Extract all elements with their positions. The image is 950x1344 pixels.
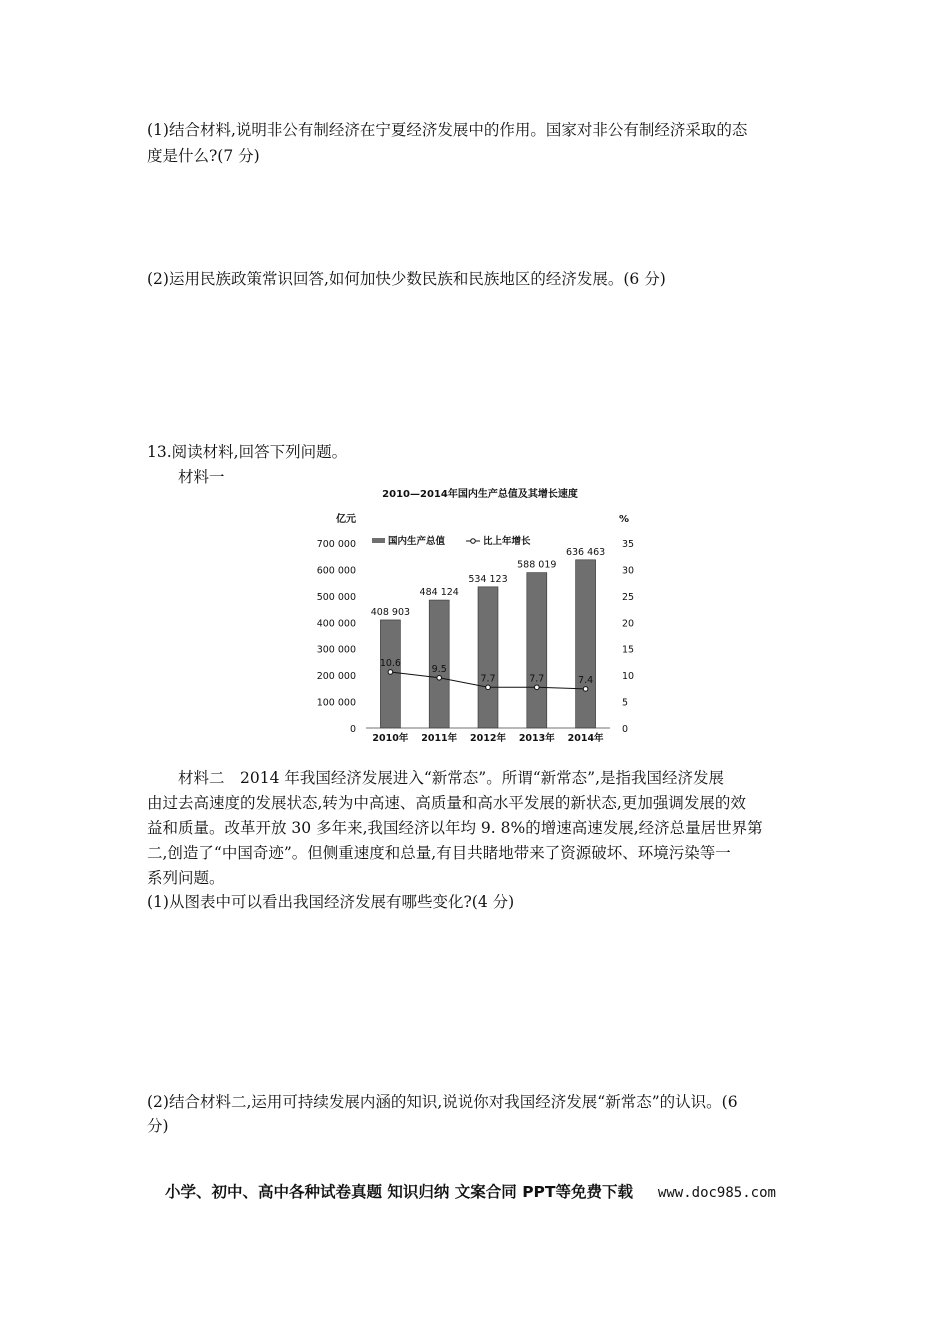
- growth-label: 10.6: [379, 657, 401, 669]
- gdp-bar: [527, 573, 547, 728]
- material2-line: 系列问题。: [147, 869, 225, 887]
- right-tick-label: 15: [622, 644, 635, 656]
- growth-point: [535, 685, 540, 690]
- left-tick-label: 700 000: [316, 539, 356, 550]
- x-tick-label: 2014年: [567, 733, 604, 744]
- material2: [147, 766, 807, 891]
- material1-label: 材料一: [178, 468, 225, 486]
- legend-bar-swatch: [372, 538, 385, 543]
- legend-bar-label: 国内生产总值: [388, 536, 446, 547]
- left-axis-unit: 亿元: [336, 514, 356, 525]
- right-tick-label: 5: [622, 697, 629, 709]
- chart-title: 2010—2014年国内生产总值及其增长速度: [382, 489, 578, 500]
- x-tick-label: 2011年: [421, 733, 458, 744]
- growth-point: [486, 685, 491, 690]
- q13-title: 13.阅读材料,回答下列问题。: [147, 443, 348, 461]
- growth-point: [437, 675, 442, 680]
- gdp-bar: [576, 560, 596, 728]
- gdp-bar-label: 534 123: [468, 573, 508, 585]
- right-tick-label: 10: [622, 671, 635, 683]
- growth-label: 7.7: [529, 673, 545, 685]
- q12-part2: (2)运用民族政策常识回答,如何加快少数民族和民族地区的经济发展。(6 分): [147, 270, 666, 288]
- gdp-bar-label: 484 124: [419, 587, 459, 599]
- material2-line: 益和质量。改革开放 30 多年来,我国经济以年均 9. 8%的增速高速发展,经济总量居世界第: [147, 819, 763, 837]
- gdp-bar: [478, 587, 498, 728]
- gdp-bar-label: 588 019: [517, 559, 557, 571]
- material2-line: 二,创造了“中国奇迹”。但侧重速度和总量,有目共睹地带来了资源破坏、环境污染等一: [147, 844, 731, 862]
- growth-point: [583, 687, 588, 692]
- right-tick-label: 35: [622, 539, 635, 550]
- left-tick-label: 100 000: [316, 697, 356, 709]
- q13-part1: (1)从图表中可以看出我国经济发展有哪些变化?(4 分): [147, 893, 515, 911]
- growth-label: 9.5: [431, 663, 447, 675]
- right-tick-label: 25: [622, 591, 635, 603]
- material2-line: 由过去高速度的发展状态,转为中高速、高质量和高水平发展的新状态,更加强调发展的效: [147, 794, 746, 812]
- q13-part2-line1: (2)结合材料二,运用可持续发展内涵的知识,说说你对我国经济发展“新常态”的认识。(6: [147, 1093, 738, 1111]
- legend-line-marker: [471, 539, 476, 544]
- left-tick-label: 300 000: [316, 644, 356, 656]
- x-tick-label: 2012年: [470, 733, 506, 744]
- q13-part2-line2: 分): [147, 1117, 169, 1135]
- material2-line: 材料二 2014 年我国经济发展进入“新常态”。所谓“新常态”,是指我国经济发展: [178, 769, 724, 787]
- left-tick-label: 600 000: [316, 565, 356, 577]
- right-tick-label: 0: [622, 724, 629, 735]
- left-tick-label: 200 000: [316, 671, 356, 683]
- x-tick-label: 2013年: [518, 733, 555, 744]
- gdp-chart: [300, 480, 660, 750]
- x-tick-label: 2010年: [372, 733, 409, 744]
- q12-part1-line2: 度是什么?(7 分): [147, 147, 260, 165]
- footer: [165, 1180, 776, 1202]
- footer-text: 小学、初中、高中各种试卷真题 知识归纳 文案合同 PPT等免费下载: [165, 1183, 633, 1201]
- legend-line-label: 比上年增长: [483, 536, 531, 547]
- gdp-bar-label: 636 463: [565, 546, 606, 558]
- growth-label: 7.4: [578, 674, 594, 686]
- growth-label: 7.7: [480, 673, 496, 685]
- gdp-bar-label: 408 903: [370, 606, 411, 618]
- right-tick-label: 30: [622, 565, 635, 577]
- growth-point: [388, 670, 393, 675]
- right-axis-unit: %: [619, 514, 630, 525]
- q12-part1-line1: (1)结合材料,说明非公有制经济在宁夏经济发展中的作用。国家对非公有制经济采取的态: [147, 121, 748, 139]
- footer-url[interactable]: www.doc985.com: [657, 1185, 776, 1201]
- left-tick-label: 500 000: [316, 591, 356, 603]
- right-tick-label: 20: [622, 618, 635, 630]
- left-tick-label: 400 000: [316, 618, 356, 630]
- left-tick-label: 0: [349, 724, 356, 735]
